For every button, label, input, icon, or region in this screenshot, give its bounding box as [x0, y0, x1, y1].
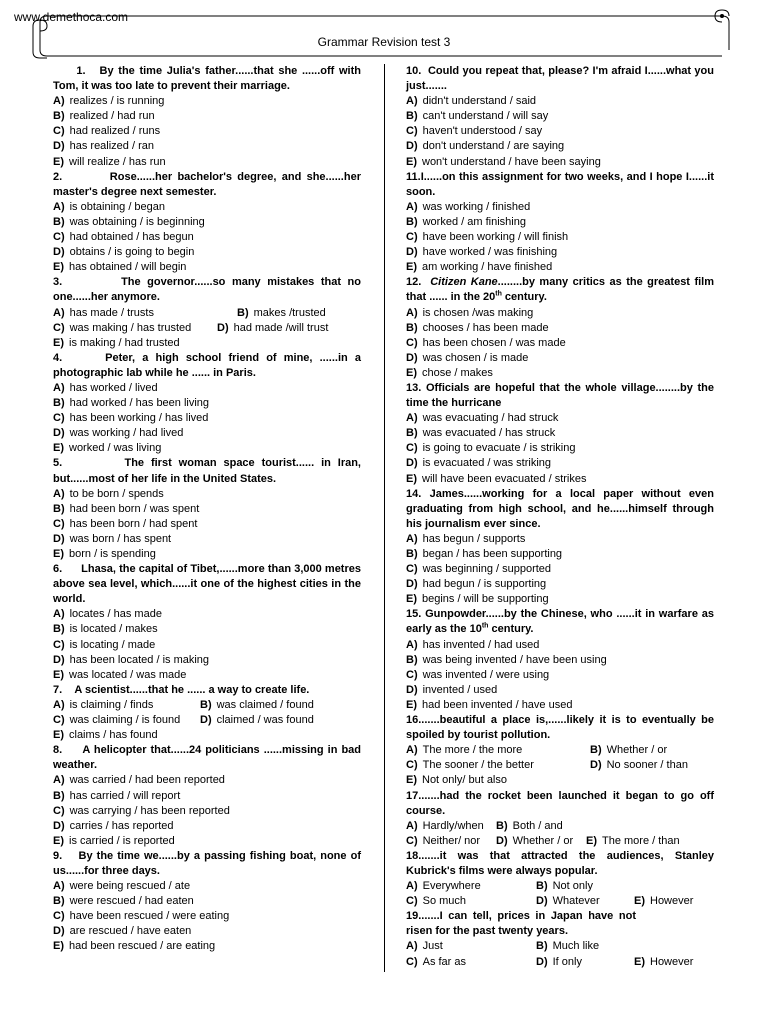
- question-text: 18.......it was that attracted the audiences, Stanley Kubrick's films were always popular.: [406, 849, 714, 877]
- option: E) had been invented / have used: [406, 698, 573, 711]
- option: B) was being invented / have been using: [406, 653, 607, 666]
- question-11: [406, 170, 714, 276]
- question-text: 16.......beautiful a place is,......likely it is to eventually be spoiled by tourist pollution.: [406, 714, 714, 742]
- option: B) were rescued / had eaten: [53, 895, 194, 908]
- option: E) Not only/ but also: [406, 774, 507, 787]
- option: A) were being rescued / ate: [53, 880, 191, 893]
- question-7: [53, 683, 361, 743]
- option-row: [53, 306, 361, 321]
- option: D) Whatever: [536, 895, 600, 908]
- option-row: [406, 939, 714, 954]
- question-15: [406, 607, 714, 713]
- option: A) was carried / had been reported: [53, 774, 225, 787]
- right-column: [406, 64, 714, 970]
- question-8: [53, 743, 361, 849]
- option: E) is carried / is reported: [53, 834, 175, 847]
- question-14: [406, 487, 714, 608]
- question-text: 13. Officials are hopeful that the whole village........by the time the hurricane: [406, 381, 714, 410]
- question-3: [53, 275, 361, 350]
- question-text: 11.I......on this assignment for two weeks, and I hope I......it soon.: [406, 170, 714, 198]
- option: B) chooses / has been made: [406, 321, 549, 334]
- question-12: [406, 275, 714, 381]
- option: B) has carried / will report: [53, 789, 181, 802]
- option: D) has realized / ran: [53, 140, 154, 153]
- option: D) obtains / is going to begin: [53, 246, 195, 259]
- option: A) was working / finished: [406, 200, 531, 213]
- option: B) worked / am finishing: [406, 215, 526, 228]
- question-text: 15. Gunpowder......by the Chinese, who ......it in warfare as early as the 10th century.: [406, 608, 714, 636]
- option: C) has been working / has lived: [53, 412, 209, 425]
- site-url: www.demethoca.com: [14, 10, 129, 24]
- question-10: [406, 64, 714, 170]
- option: A) has made / trusts: [53, 306, 154, 319]
- option: E) claims / has found: [53, 729, 158, 742]
- option: C) had obtained / has begun: [53, 231, 194, 244]
- option: B) Whether / or: [590, 744, 668, 757]
- option: C) is going to evacuate / is striking: [406, 442, 576, 455]
- option: A) to be born / spends: [53, 487, 164, 500]
- option: E) The more / than: [586, 834, 680, 847]
- question-text: 3. The governor......so many mistakes that no one......her anymore.: [53, 276, 361, 304]
- option: E) begins / will be supporting: [406, 593, 549, 606]
- option: C) haven't understood / say: [406, 125, 543, 138]
- option: A) locates / has made: [53, 608, 162, 621]
- question-text: 5. The first woman space tourist...... in Iran, but......most of her life in the United States.: [53, 457, 361, 485]
- option: B) began / has been supporting: [406, 548, 563, 560]
- option-row: [53, 698, 361, 713]
- option: A) Just: [406, 940, 443, 953]
- option: A) Everywhere: [406, 880, 481, 893]
- question-text: 9. By the time we......by a passing fishing boat, none of us......for three days.: [53, 849, 361, 877]
- option: D) Whether / or: [496, 834, 574, 847]
- option: E) However: [634, 895, 694, 908]
- option: C) As far as: [406, 955, 467, 968]
- question-9: [53, 849, 361, 955]
- page-title: Grammar Revision test 3: [317, 35, 451, 49]
- option: C) had realized / runs: [53, 125, 161, 138]
- question-5: [53, 456, 361, 562]
- option-row: [406, 819, 714, 834]
- option: E) will realize / has run: [53, 155, 166, 168]
- option: C) was carrying / has been reported: [53, 804, 230, 817]
- question-2: [53, 170, 361, 276]
- option: B) Not only: [536, 880, 593, 893]
- option: D) are rescued / have eaten: [53, 925, 192, 938]
- question-text: 8. A helicopter that......24 politicians ......missing in bad weather.: [53, 744, 361, 772]
- option: A) was evacuating / had struck: [406, 412, 559, 425]
- option: D) had begun / is supporting: [406, 578, 547, 591]
- option: B) was evacuated / has struck: [406, 427, 556, 440]
- option: B) Much like: [536, 940, 600, 953]
- option: D) has been located / is making: [53, 653, 210, 666]
- option: C) has been chosen / was made: [406, 336, 566, 349]
- option: A) has begun / supports: [406, 532, 526, 545]
- scroll-banner: [0, 0, 768, 60]
- option: E) am working / have finished: [406, 261, 553, 274]
- option: C) is locating / made: [53, 638, 156, 651]
- question-text: 1. By the time Julia's father......that she ......off with Tom, it was too late to prevent their marriage.: [53, 65, 361, 93]
- question-19: [406, 909, 714, 969]
- option: E) will have been evacuated / strikes: [406, 472, 587, 485]
- option: C) So much: [406, 895, 467, 908]
- option: E) born / is spending: [53, 548, 156, 560]
- option: D) have worked / was finishing: [406, 246, 558, 259]
- option: A) Hardly/when: [406, 819, 484, 832]
- option-row: [406, 955, 714, 970]
- option: D) had made /will trust: [217, 321, 329, 334]
- option: C) was claiming / is found: [53, 714, 181, 727]
- question-text: 19.......I can tell, prices in Japan have not risen for the past twenty years.: [406, 910, 636, 938]
- option: B) makes /trusted: [237, 306, 326, 319]
- option: D) claimed / was found: [200, 714, 314, 727]
- option-row: [406, 743, 714, 758]
- option: D) was chosen / is made: [406, 351, 529, 364]
- option: B) had been born / was spent: [53, 502, 200, 515]
- option: D) invented / used: [406, 683, 498, 696]
- question-text: 6. Lhasa, the capital of Tibet,......more than 3,000 metres above sea level, which......it one of the highest cities in the world.: [53, 563, 361, 606]
- option: E) However: [634, 955, 694, 968]
- option: A) realizes / is running: [53, 95, 165, 108]
- option: D) If only: [536, 955, 582, 968]
- option: B) was claimed / found: [200, 698, 314, 711]
- option: B) is located / makes: [53, 623, 158, 636]
- question-text: 17.......had the rocket been launched it began to go off course.: [406, 789, 714, 817]
- option: B) was obtaining / is beginning: [53, 215, 205, 228]
- option: E) is making / had trusted: [53, 336, 180, 349]
- option: C) The sooner / the better: [406, 759, 534, 772]
- option: D) was born / has spent: [53, 532, 172, 545]
- question-text: 14. James......working for a local paper without even graduating from high school, and he......himself through his journalism ever since.: [406, 487, 714, 530]
- question-1: [53, 64, 361, 170]
- question-text: 10. Could you repeat that, please? I'm afraid I......what you just.......: [406, 65, 714, 93]
- question-16: [406, 713, 714, 788]
- option: A) has worked / lived: [53, 381, 158, 394]
- option-row: [53, 713, 361, 728]
- option: E) had been rescued / are eating: [53, 940, 216, 953]
- option: A) is claiming / finds: [53, 698, 154, 711]
- option: D) carries / has reported: [53, 819, 174, 832]
- option: A) didn't understand / said: [406, 95, 537, 108]
- option: B) realized / had run: [53, 110, 155, 123]
- option: E) chose / makes: [406, 366, 493, 379]
- option: C) have been working / will finish: [406, 231, 569, 244]
- option: B) had worked / has been living: [53, 397, 210, 410]
- option: D) was working / had lived: [53, 427, 184, 440]
- option: C) has been born / had spent: [53, 517, 198, 530]
- option: B) Both / and: [496, 819, 563, 832]
- option-row: [406, 758, 714, 773]
- question-4: [53, 351, 361, 457]
- question-17: [406, 789, 714, 849]
- option: E) was located / was made: [53, 668, 187, 681]
- option: D) No sooner / than: [590, 759, 688, 772]
- option-row: [53, 321, 361, 336]
- option: E) won't understand / have been saying: [406, 155, 601, 168]
- option: D) don't understand / are saying: [406, 140, 565, 153]
- question-text: 2. Rose......her bachelor's degree, and she......her master's degree next semester.: [53, 170, 361, 198]
- option: A) The more / the more: [406, 744, 523, 757]
- question-text: 7. A scientist......that he ...... a way to create life.: [53, 683, 310, 696]
- option: C) was beginning / supported: [406, 563, 552, 576]
- question-13: [406, 381, 714, 487]
- option: C) have been rescued / were eating: [53, 910, 230, 923]
- question-text: 4. Peter, a high school friend of mine, ......in a photographic lab while he ...... in Paris.: [53, 351, 362, 379]
- option: D) is evacuated / was striking: [406, 457, 551, 470]
- option-row: [406, 894, 714, 909]
- question-text: 12. Citizen Kane........by many critics as the greatest film that ...... in the 20th century.: [406, 276, 714, 304]
- option: E) has obtained / will begin: [53, 261, 187, 274]
- left-column: [53, 64, 361, 955]
- option: A) is chosen /was making: [406, 306, 534, 319]
- question-6: [53, 562, 361, 683]
- option: C) was invented / were using: [406, 668, 550, 681]
- column-divider: [384, 64, 385, 972]
- option: A) has invented / had used: [406, 638, 540, 651]
- option-row: [406, 879, 714, 894]
- option: A) is obtaining / began: [53, 200, 166, 213]
- option: B) can't understand / will say: [406, 110, 549, 123]
- option: E) worked / was living: [53, 442, 162, 455]
- question-18: [406, 849, 714, 909]
- option-row: [406, 834, 714, 849]
- option: C) Neither/ nor: [406, 834, 481, 847]
- option: C) was making / has trusted: [53, 321, 192, 334]
